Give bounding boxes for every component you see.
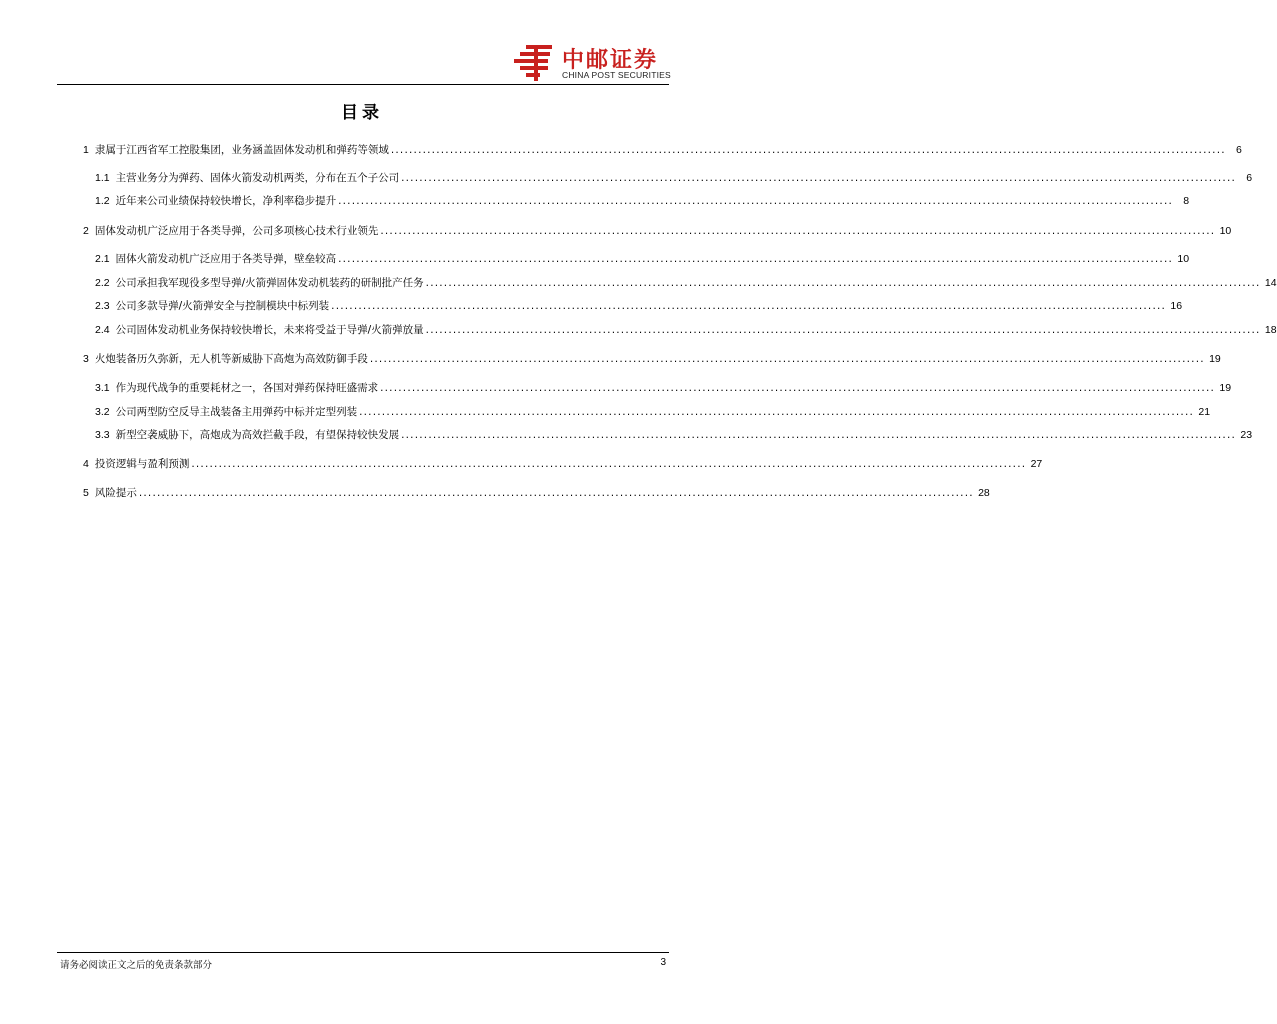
toc-entry-number: 2.2 xyxy=(95,277,110,289)
toc-entry-title: 新型空袭威胁下，高炮成为高效拦截手段，有望保持较快发展 xyxy=(115,429,400,441)
toc-leader-dots xyxy=(359,404,1194,420)
toc-leader-dots xyxy=(401,427,1236,443)
toc-leader-dots xyxy=(391,142,1226,158)
toc-entry-page: 19 xyxy=(1219,382,1232,394)
toc-entry-number: 3.3 xyxy=(95,429,110,441)
toc-entry-page: 16 xyxy=(1170,300,1183,312)
toc-entry-number: 3 xyxy=(83,353,89,365)
toc-entry[interactable] xyxy=(83,485,990,501)
toc-leader-dots xyxy=(380,380,1215,396)
toc-entry-title: 固体发动机广泛应用于各类导弹，公司多项核心技术行业领先 xyxy=(94,225,379,237)
toc-entry-title: 固体火箭发动机广泛应用于各类导弹，壁垒较高 xyxy=(115,253,337,265)
toc-entry[interactable] xyxy=(95,427,1253,443)
toc-leader-dots xyxy=(380,223,1215,239)
toc-entry-page: 6 xyxy=(1246,172,1253,184)
logo-chinese-name: 中邮证券 xyxy=(562,48,659,73)
toc-entry-page: 21 xyxy=(1198,406,1211,418)
toc-entry[interactable] xyxy=(83,142,1242,158)
toc-entry[interactable] xyxy=(83,456,1043,472)
header-rule xyxy=(57,84,669,85)
toc-leader-dots xyxy=(370,351,1205,367)
toc-title: 目录 xyxy=(341,103,383,123)
toc-entry-number: 3.2 xyxy=(95,406,110,418)
toc-entry-page: 27 xyxy=(1030,458,1043,470)
toc-leader-dots xyxy=(191,456,1026,472)
toc-entry-number: 5 xyxy=(83,487,89,499)
toc-entry-number: 1 xyxy=(83,144,89,156)
footer-page-number: 3 xyxy=(660,957,666,968)
toc-entry[interactable] xyxy=(83,351,1221,367)
toc-entry-page: 8 xyxy=(1183,195,1190,207)
toc-entry-page: 10 xyxy=(1177,253,1190,265)
logo-english-name: CHINA POST SECURITIES xyxy=(562,70,671,80)
toc-entry-title: 风险提示 xyxy=(94,487,137,499)
toc-entry[interactable] xyxy=(95,322,1277,338)
toc-leader-dots xyxy=(331,298,1166,314)
toc-entry[interactable] xyxy=(95,193,1190,209)
footer-disclaimer: 请务必阅读正文之后的免责条款部分 xyxy=(60,960,213,971)
toc-entry[interactable] xyxy=(95,275,1277,291)
toc-entry-number: 2 xyxy=(83,225,89,237)
toc-entry-number: 1.1 xyxy=(95,172,110,184)
toc-entry-number: 1.2 xyxy=(95,195,110,207)
toc-leader-dots xyxy=(139,485,974,501)
toc-entry-page: 28 xyxy=(978,487,990,499)
toc-entry-page: 18 xyxy=(1264,324,1277,336)
toc-leader-dots xyxy=(338,251,1173,267)
toc-leader-dots xyxy=(401,170,1236,186)
toc-entry-title: 公司两型防空反导主战装备主用弹药中标并定型列装 xyxy=(115,406,358,418)
toc-leader-dots xyxy=(426,322,1261,338)
toc-leader-dots xyxy=(338,193,1173,209)
toc-entry-title: 主营业务分为弹药、固体火箭发动机两类，分布在五个子公司 xyxy=(115,172,400,184)
toc-entry-page: 10 xyxy=(1219,225,1232,237)
china-post-logo-icon xyxy=(512,43,556,83)
toc-entry-page: 6 xyxy=(1235,144,1242,156)
toc-entry-number: 2.4 xyxy=(95,324,110,336)
toc-entry-number: 2.3 xyxy=(95,300,110,312)
toc-entry-title: 作为现代战争的重要耗材之一，各国对弹药保持旺盛需求 xyxy=(115,382,379,394)
toc-entry[interactable] xyxy=(95,404,1211,420)
toc-entry[interactable] xyxy=(83,223,1232,239)
toc-entry-title: 公司承担我军现役多型导弹/火箭弹固体发动机装药的研制批产任务 xyxy=(115,277,424,289)
toc-entry-number: 4 xyxy=(83,458,89,470)
toc-entry-title: 公司固体发动机业务保持较快增长，未来将受益于导弹/火箭弹放量 xyxy=(115,324,424,336)
toc-entry[interactable] xyxy=(95,170,1253,186)
toc-entry[interactable] xyxy=(95,298,1183,314)
toc-entry-page: 23 xyxy=(1240,429,1253,441)
toc-entry-number: 2.1 xyxy=(95,253,110,265)
toc-entry-title: 投资逻辑与盈利预测 xyxy=(94,458,190,470)
toc-entry-page: 14 xyxy=(1264,277,1277,289)
footer-rule xyxy=(57,952,669,953)
toc-entry-title: 火炮装备历久弥新，无人机等新威胁下高炮为高效防御手段 xyxy=(94,353,368,365)
toc-entry[interactable] xyxy=(95,251,1190,267)
toc-entry[interactable] xyxy=(95,380,1232,396)
toc-leader-dots xyxy=(426,275,1261,291)
toc-entry-title: 公司多款导弹/火箭弹安全与控制模块中标列装 xyxy=(115,300,330,312)
toc-entry-page: 19 xyxy=(1209,353,1221,365)
toc-entry-title: 隶属于江西省军工控股集团，业务涵盖固体发动机和弹药等领域 xyxy=(94,144,389,156)
toc-entry-title: 近年来公司业绩保持较快增长，净利率稳步提升 xyxy=(115,195,337,207)
company-logo xyxy=(512,43,672,83)
toc-entry-number: 3.1 xyxy=(95,382,110,394)
